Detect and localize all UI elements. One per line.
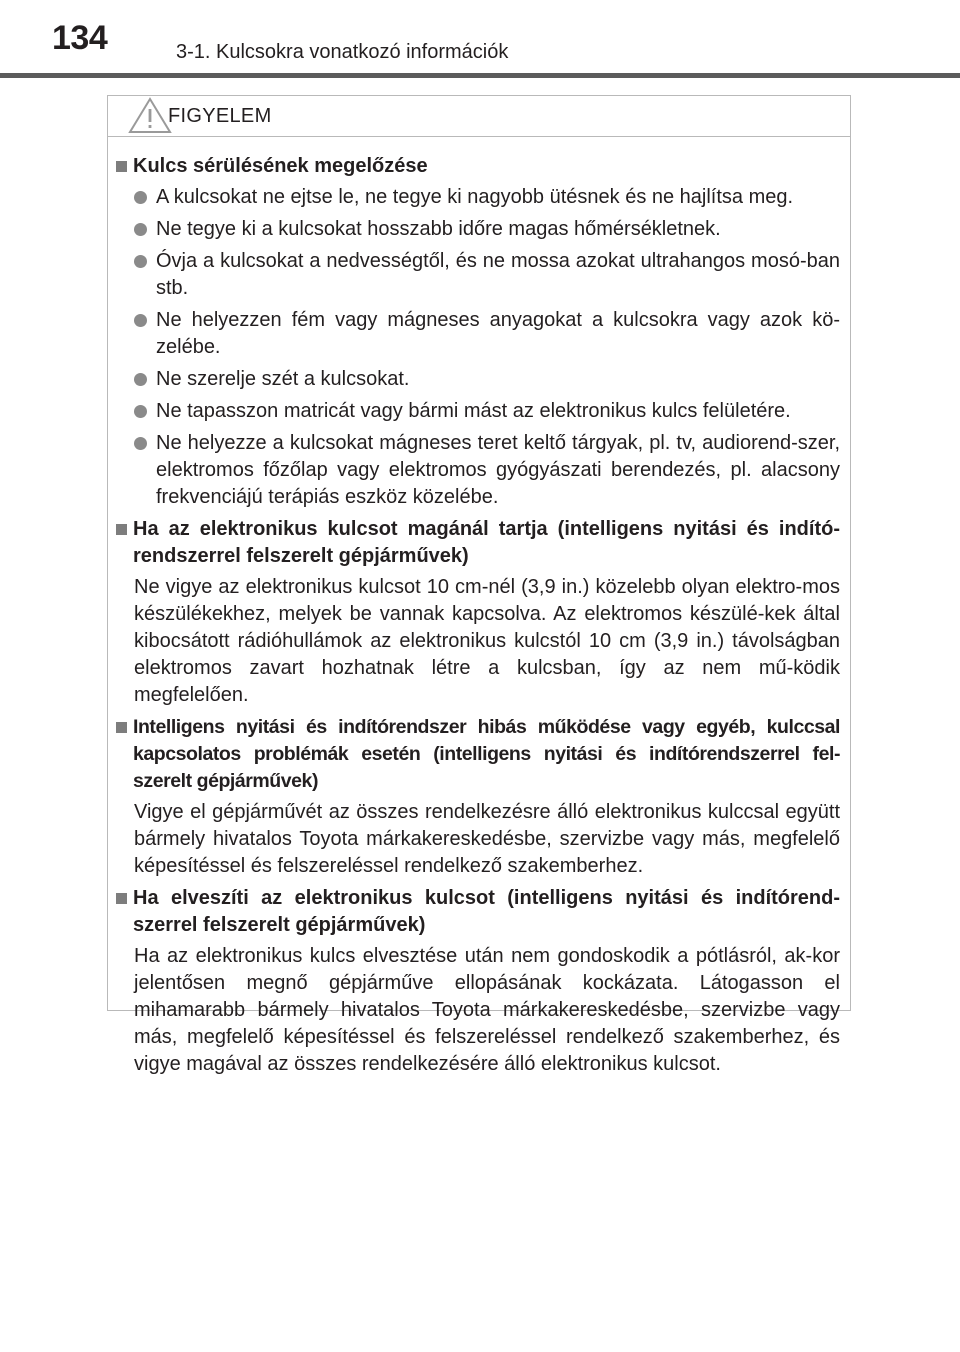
warning-triangle-icon: [127, 96, 173, 134]
round-bullet-icon: [134, 373, 147, 386]
round-bullet-icon: [134, 191, 147, 204]
topic-paragraph: Ha az elektronikus kulcs elvesztése után nem gondoskodik a pótlásról, ak-kor jelentősen megnő gépjárműve ellopásának kockázata. Látogasson el mihamarabb bármely hivatalos Toyota márkakereskedésbe, szervizbe vagy más, megfelelő képesítéssel és felszereléssel rendelkező szakemberhez, és vigye magával az összes rendelkezésére álló elektronikus kulcsot.: [134, 945, 840, 1075]
list-item: Ne helyezze a kulcsokat mágneses teret keltő tárgyak, pl. tv, audiorend-szer, elektromos főzőlap vagy elektromos gyógyászati berendezés, pl. alacsony frekvenciájú terápiás eszköz közelébe.: [116, 430, 840, 511]
header-divider: [0, 73, 960, 78]
round-bullet-icon: [134, 405, 147, 418]
round-bullet-icon: [134, 437, 147, 450]
topic-paragraph: Ne vigye az elektronikus kulcsot 10 cm-nél (3,9 in.) közelebb olyan elektro-mos készülékekhez, melyek be vannak kapcsolva. Az elektromos készülé-kek által kibocsátott rádióhullámok az elektronikus kulcstól 10 cm (3,9 in.) távolságban elektromos zavart hozhatnak létre a kulcsban, így az nem mű-ködik megfelelően.: [134, 576, 840, 706]
topic-heading: Ha elveszíti az elektronikus kulcsot (intelligens nyitási és indítórend-szerrel felszerelt gépjárművek): [116, 885, 840, 939]
list-item: Ne szerelje szét a kulcsokat.: [116, 366, 840, 393]
list-item: Óvja a kulcsokat a nedvességtől, és ne mossa azokat ultrahangos mosó-ban stb.: [116, 248, 840, 302]
topic-paragraph: Vigye el gépjárművét az összes rendelkezésre álló elektronikus kulccsal együtt bármely hivatalos Toyota márkakereskedésbe, szervizbe vagy más, megfelelő képesítéssel és felszereléssel rendelkező szakemberhez.: [134, 801, 840, 877]
topic-lost-key: [116, 885, 840, 1078]
page-header: [0, 0, 960, 72]
square-bullet-icon: [116, 893, 127, 904]
topic-heading: Ha az elektronikus kulcsot magánál tartja (intelligens nyitási és indító-rendszerrel felszerelt gépjárművek): [116, 516, 840, 570]
topic-heading: Kulcs sérülésének megelőzése: [116, 153, 840, 180]
list-item: Ne tapasszon matricát vagy bármi mást az elektronikus kulcs felületére.: [116, 398, 840, 425]
warning-title: FIGYELEM: [168, 105, 272, 127]
topic-key-damage: [116, 153, 840, 511]
square-bullet-icon: [116, 161, 127, 172]
warning-body: [108, 137, 850, 1078]
section-title: 3-1. Kulcsokra vonatkozó információk: [176, 41, 509, 63]
round-bullet-icon: [134, 255, 147, 268]
topic-carrying-key: [116, 516, 840, 709]
page-number: 134: [52, 19, 108, 57]
square-bullet-icon: [116, 524, 127, 535]
warning-box: [107, 95, 851, 1075]
round-bullet-icon: [134, 223, 147, 236]
list-item: Ne tegye ki a kulcsokat hosszabb időre magas hőmérsékletnek.: [116, 216, 840, 243]
topic-malfunction: [116, 714, 840, 880]
round-bullet-icon: [134, 314, 147, 327]
list-item: A kulcsokat ne ejtse le, ne tegye ki nagyobb ütésnek és ne hajlítsa meg.: [116, 184, 840, 211]
square-bullet-icon: [116, 722, 127, 733]
topic-heading: Intelligens nyitási és indítórendszer hibás működése vagy egyéb, kulccsal kapcsolatos problémák esetén (intelligens nyitási és indítórendszerrel fel-szerelt gépjárművek): [116, 714, 840, 795]
warning-header: [108, 96, 850, 137]
list-item: Ne helyezzen fém vagy mágneses anyagokat a kulcsokra vagy azok kö-zelébe.: [116, 307, 840, 361]
